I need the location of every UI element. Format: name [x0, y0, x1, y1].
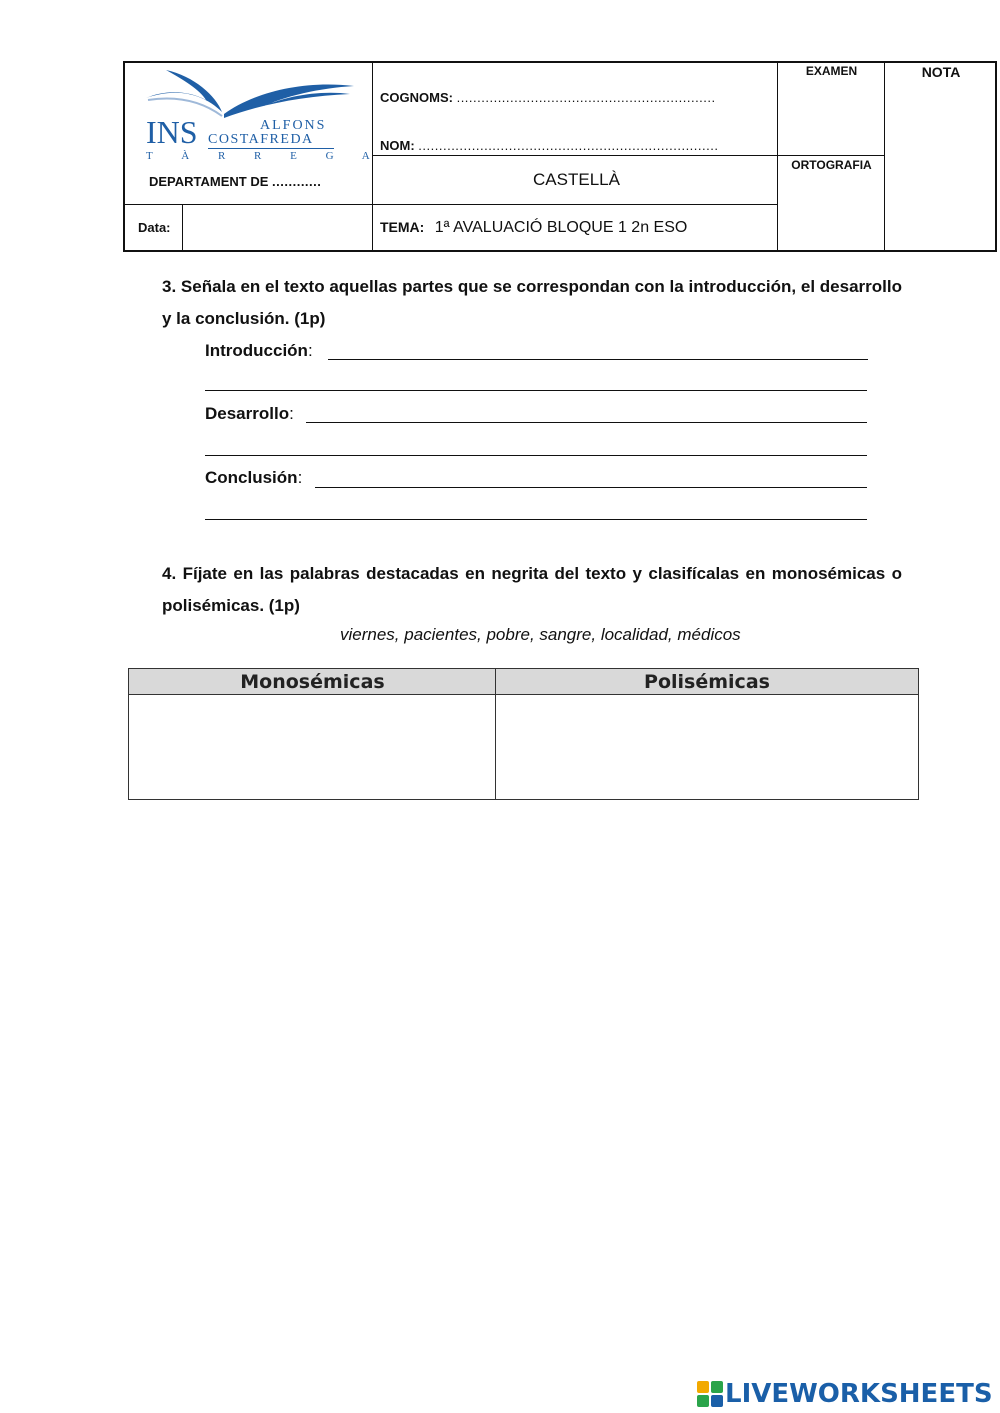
desarrollo-colon: :: [289, 404, 294, 423]
header-divider-nota: [884, 61, 885, 252]
data-input-area[interactable]: [184, 206, 372, 250]
introduccion-label-text: Introducción: [205, 341, 308, 360]
introduccion-colon: :: [307, 341, 313, 360]
cognoms-dots: ...............................................................: [456, 90, 716, 105]
tema-field: [380, 219, 687, 237]
tema-label: TEMA:: [380, 219, 425, 235]
ortografia-label: ORTOGRAFIA: [791, 158, 872, 172]
introduccion-line-2[interactable]: [205, 376, 867, 391]
tema-value: 1ª AVALUACIÓ BLOQUE 1 2n ESO: [434, 219, 688, 236]
polisemicas-header: Polisémicas: [496, 669, 918, 695]
desarrollo-line-1[interactable]: [306, 407, 867, 423]
conclusion-colon: :: [297, 468, 303, 487]
department-field: [149, 174, 321, 189]
header-border-right: [995, 61, 997, 252]
cognoms-field[interactable]: [380, 90, 716, 105]
word-list: viernes, pacientes, pobre, sangre, localidad, médicos: [340, 625, 741, 644]
header-border-top: [123, 61, 997, 63]
question-3-text: 3. Señala en el texto aquellas partes que se correspondan con la introducción, el desarrollo y la conclusión. (1p): [162, 277, 902, 328]
monosemicas-header: Monosémicas: [129, 669, 496, 695]
nom-label: NOM:: [380, 138, 415, 153]
header-border-bottom: [123, 250, 997, 252]
cognoms-label: COGNOMS:: [380, 90, 453, 105]
subject-title: CASTELLÀ: [533, 170, 620, 189]
monosemicas-answer-cell[interactable]: [129, 695, 495, 799]
logo-tarrega-text: T À R R E G A: [146, 150, 383, 162]
classification-table: [128, 668, 919, 800]
nom-field[interactable]: [380, 138, 718, 153]
header-divider-examen: [777, 61, 778, 252]
logo-underline: [208, 148, 334, 149]
nota-label: NOTA: [921, 64, 961, 80]
liveworksheets-brand: [697, 1378, 993, 1410]
introduccion-label: [205, 341, 313, 361]
school-logo: [144, 66, 383, 162]
header-border-left: [123, 61, 125, 252]
conclusion-line-1[interactable]: [315, 472, 867, 488]
conclusion-line-2[interactable]: [205, 505, 867, 520]
header-divider-data: [182, 204, 183, 252]
conclusion-label: [205, 468, 302, 488]
department-dots: ............: [272, 174, 322, 189]
examen-label: EXAMEN: [805, 64, 858, 78]
logo-ins-text: INS: [146, 114, 198, 150]
introduccion-line-1[interactable]: [328, 344, 868, 360]
header-examen-divider: [777, 155, 885, 156]
nom-dots: .........................................................................: [418, 138, 719, 153]
logo-costafreda-text: COSTAFREDA: [208, 132, 314, 147]
desarrollo-label: [205, 404, 294, 424]
question-4-text: 4. Fíjate en las palabras destacadas en negrita del texto y clasifícalas en monosémicas o polisémicas. (1p): [162, 564, 902, 615]
polisemicas-answer-cell[interactable]: [496, 695, 918, 799]
conclusion-label-text: Conclusión: [205, 468, 298, 487]
logo-alfons-text: ALFONS: [260, 118, 327, 133]
header-row-divider: [123, 204, 778, 205]
liveworksheets-text: LIVEWORKSHEETS: [725, 1379, 993, 1409]
desarrollo-line-2[interactable]: [205, 441, 867, 456]
header-name-divider: [372, 155, 778, 156]
liveworksheets-logo-icon: [697, 1381, 723, 1407]
data-label: Data:: [138, 220, 171, 235]
desarrollo-label-text: Desarrollo: [205, 404, 290, 423]
department-label: DEPARTAMENT DE: [149, 174, 269, 189]
